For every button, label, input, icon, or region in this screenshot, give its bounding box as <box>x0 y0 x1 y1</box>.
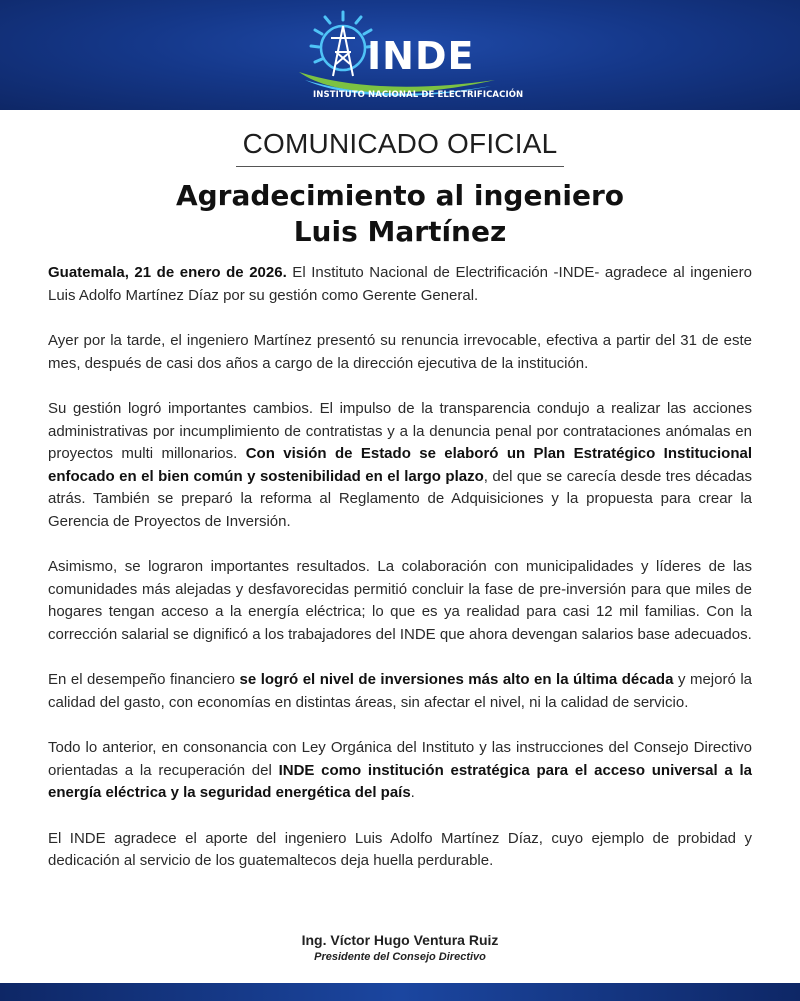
paragraph-5-text-a: En el desempeño financiero <box>48 671 240 688</box>
paragraph-3 <box>48 398 752 533</box>
logo-wordmark: INDE <box>367 34 475 78</box>
footer-bar <box>0 983 800 1001</box>
communique-body <box>48 262 752 896</box>
paragraph-7: El INDE agradece el aporte del ingeniero Luis Adolfo Martínez Díaz, cuyo ejemplo de probidad y dedicación al servicio de los guatemaltecos deja huella perdurable. <box>48 829 752 869</box>
paragraph-3-text-a: Su gestión logró importantes cambios. El impulso de la transparencia condujo a realizar las acciones administrativas por incumplimiento de contratistas y a la denuncia penal por contrataciones anómalas en proyectos multi millonarios. <box>48 400 752 462</box>
paragraph-5 <box>48 669 752 714</box>
header-banner <box>0 0 800 110</box>
paragraph-5-text-b: y mejoró la calidad del gasto, con economías en distintas áreas, sin afectar el nivel, ni la calidad de servicio. <box>48 671 752 711</box>
logo-subtitle: INSTITUTO NACIONAL DE ELECTRIFICACIÓN <box>313 90 524 100</box>
signatory-name: Ing. Víctor Hugo Ventura Ruiz <box>301 932 499 948</box>
paragraph-3-text-b: , del que se carecía desde tres décadas atrás. También se preparó la reforma al Reglamento de Adquisiciones y la propuesta para crear la Gerencia de Proyectos de Inversión. <box>48 467 752 530</box>
headline-line-2: Luis Martínez <box>293 215 507 248</box>
paragraph-6-text-b: . <box>410 784 415 801</box>
dateline: Guatemala, 21 de enero de 2026. <box>48 264 287 281</box>
paragraph-3-bold: Con visión de Estado se elaboró un Plan Estratégico Institucional enfocado en el bien común y sostenibilidad en el largo plazo <box>48 445 753 485</box>
paragraph-6-bold: INDE como institución estratégica para el acceso universal a la energía eléctrica y la seguridad energética del país <box>48 761 752 801</box>
paragraph-4: Asimismo, se lograron importantes resultados. La colaboración con municipalidades y líderes de las comunidades más alejadas y desfavorecidas permitió concluir la fase de pre-inversión para que miles de hogares tengan acceso a la energía eléctrica; lo que es ya realidad para casi 12 mil familias. Con la corrección salarial se dignificó a los trabajadores del INDE que ahora devengan salarios base adecuados. <box>48 558 752 643</box>
paragraph-1 <box>48 262 752 307</box>
page-title <box>0 178 800 250</box>
communique-label: COMUNICADO OFICIAL <box>242 128 558 159</box>
paragraph-2: Ayer por la tarde, el ingeniero Martínez presentó su renuncia irrevocable, efectiva a partir del 31 de este mes, después de casi dos años a cargo de la dirección ejecutiva de la institución. <box>48 332 752 372</box>
title-underline <box>236 166 564 167</box>
paragraph-1-text: El Instituto Nacional de Electrificación -INDE- agradece al ingeniero Luis Adolfo Martínez Díaz por su gestión como Gerente General. <box>48 264 752 304</box>
signatory-role: Presidente del Consejo Directivo <box>314 951 486 963</box>
headline-line-1: Agradecimiento al ingeniero <box>175 179 625 212</box>
inde-logo <box>295 6 524 106</box>
paragraph-6 <box>48 737 752 805</box>
paragraph-6-text-a: Todo lo anterior, en consonancia con Ley Orgánica del Instituto y las instrucciones del Consejo Directivo orientadas a la recuperación del <box>48 739 752 779</box>
paragraph-5-bold: se logró el nivel de inversiones más alto en la última década <box>239 671 674 688</box>
